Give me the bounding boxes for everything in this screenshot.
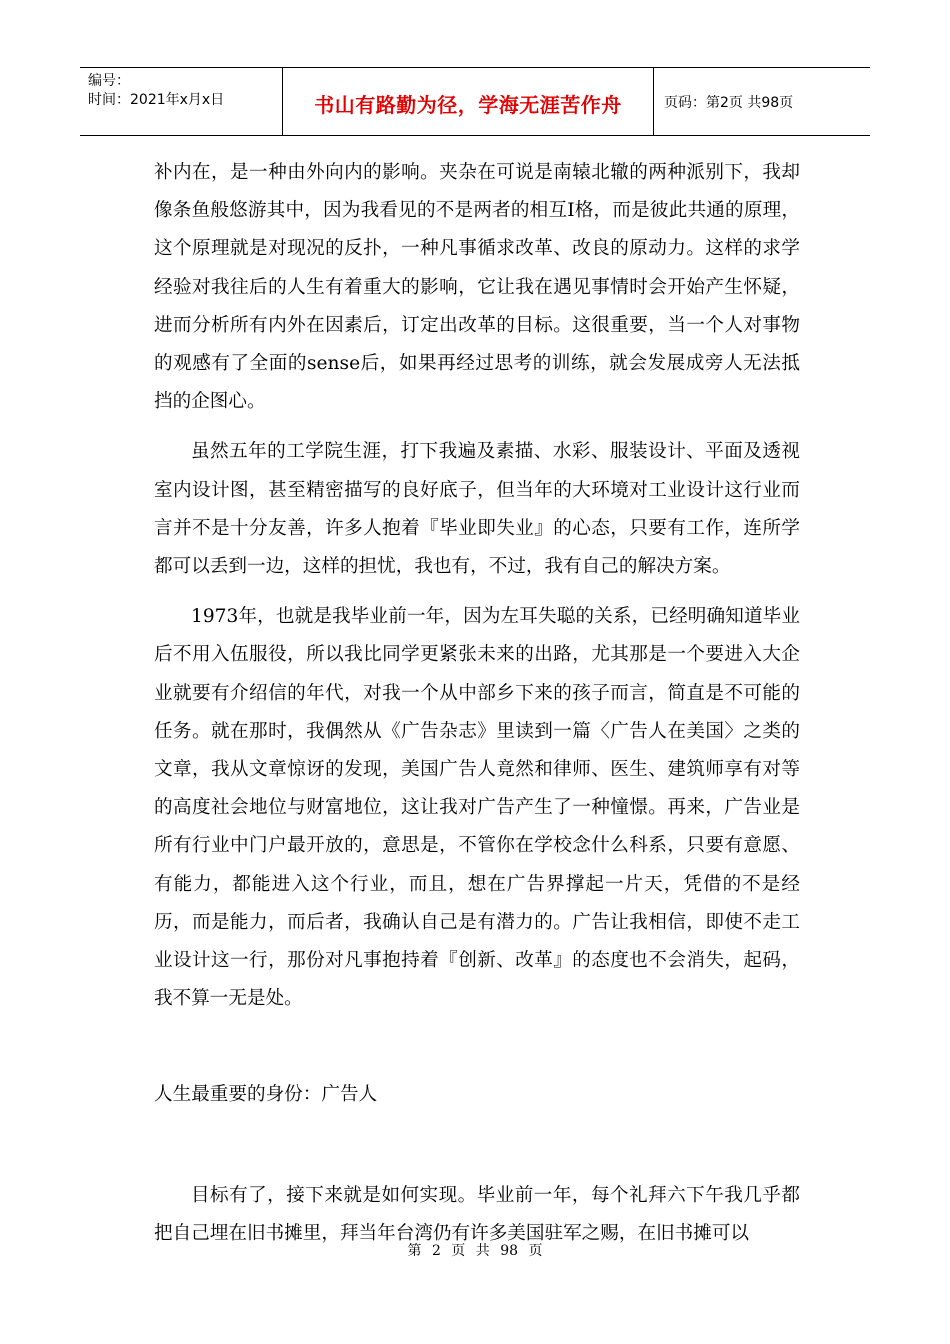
body-paragraph: 目标有了，接下来就是如何实现。毕业前一年，每个礼拜六下午我几乎都把自己埋在旧书摊里，拜当年台湾仍有许多美国驻军之赐，在旧书摊可以 bbox=[154, 1184, 800, 1244]
document-header bbox=[80, 67, 870, 136]
body-paragraph: 补内在，是一种由外向内的影响。夹杂在可说是南辕北辙的两种派别下，我却像条鱼般悠游其中，因为我看见的不是两者的相互Ⅰ格，而是彼此共通的原理，这个原理就是对现况的反扑，一种凡事循求改革、改良的原动力。这样的求学经验对我往后的人生有着重大的影响，它让我在遇见事情时会开始产生怀疑，进而分析所有内外在因素后，订定出改革的目标。这很重要，当一个人对事物的观感有了全面的sense后，如果再经过思考的训练，就会发展成旁人无法抵挡的企图心。 bbox=[154, 162, 800, 413]
body-paragraph: 虽然五年的工学院生涯，打下我遍及素描、水彩、服装设计、平面及透视室内设计图，甚至精密描写的良好底子，但当年的大环境对工业设计这行业而言并不是十分友善，许多人抱着『毕业即失业』的心态，只要有工作，连所学都可以丢到一边，这样的担忧，我也有，不过，我有自己的解决方案。 bbox=[154, 441, 800, 578]
section-heading: 人生最重要的身份：广告人 bbox=[154, 1084, 378, 1106]
document-body bbox=[154, 154, 800, 1253]
body-paragraph: 1973年，也就是我毕业前一年，因为左耳失聪的关系，已经明确知道毕业后不用入伍服役，所以我比同学更紧张未来的出路，尤其那是一个要进入大企业就要有介绍信的年代，对我一个从中部乡下来的孩子而言，简直是不可能的任务。就在那时，我偶然从《广告杂志》里读到一篇〈广告人在美国〉之类的文章，我从文章惊讶的发现，美国广告人竟然和律师、医生、建筑师享有对等的高度社会地位与财富地位，这让我对广告产生了一种憧憬。再来，广告业是所有行业中门户最开放的，意思是，不管你在学校念什么科系，只要有意愿、有能力，都能进入这个行业，而且，想在广告界撑起一片天，凭借的不是经历，而是能力，而后者，我确认自己是有潜力的。广告让我相信，即使不走工业设计这一行，那份对凡事抱持着『创新、改革』的态度也不会消失，起码，我不算一无是处。 bbox=[154, 606, 800, 1010]
page-footer: 第 2 页 共 98 页 bbox=[407, 1243, 543, 1259]
header-meta-cell bbox=[80, 68, 283, 135]
header-motto: 书山有路勤为径，学海无涯苦作舟 bbox=[283, 68, 654, 135]
header-page-info: 页码：第2页 共98页 bbox=[664, 94, 794, 111]
serial-number-label: 编号： bbox=[88, 73, 130, 89]
date-label: 时间：2021年x月x日 bbox=[88, 92, 225, 108]
